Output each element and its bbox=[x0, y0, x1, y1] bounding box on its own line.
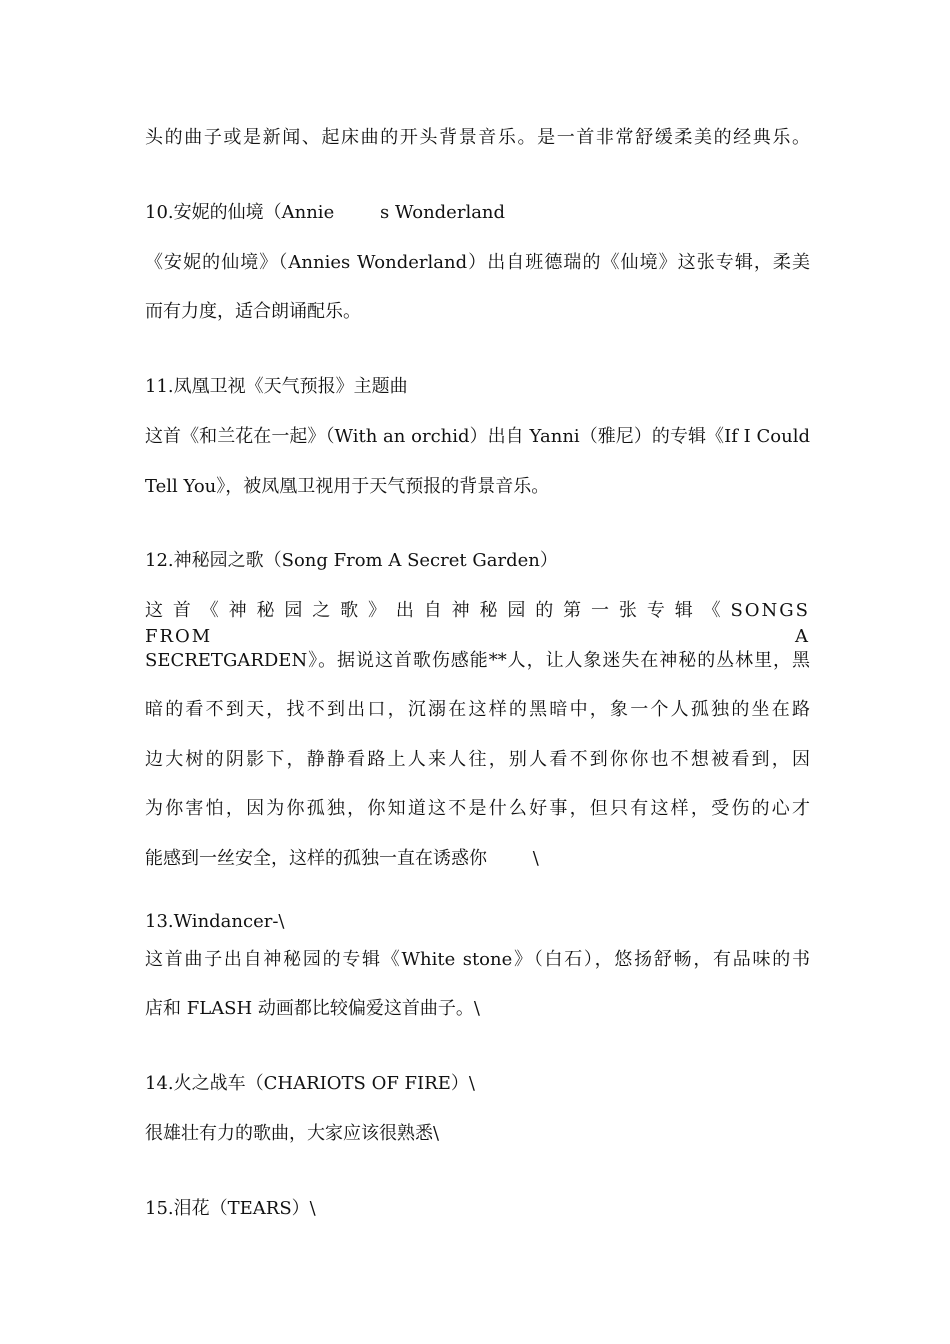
section-heading-14: 14.火之战车（CHARIOTS OF FIRE）\ bbox=[145, 1073, 475, 1094]
body-line: 为你害怕，因为你孤独，你知道这不是什么好事，但只有这样，受伤的心才 bbox=[145, 798, 810, 819]
section-heading-12: 12.神秘园之歌（Song From A Secret Garden） bbox=[145, 550, 558, 571]
body-line: Tell You》，被凤凰卫视用于天气预报的背景音乐。 bbox=[145, 476, 550, 497]
body-line: 《安妮的仙境》（Annies Wonderland）出自班德瑞的《仙境》这张专辑，柔美 bbox=[145, 252, 810, 273]
body-line: 这 首 《 神 秘 园 之 歌 》 出 自 神 秘 园 的 第 一 张 专 辑 《 SONGS FROM A bbox=[145, 600, 810, 647]
body-line: 头的曲子或是新闻、起床曲的开头背景音乐。是一首非常舒缓柔美的经典乐。 bbox=[145, 127, 810, 148]
section-heading-10: 10.安妮的仙境（Annie s Wonderland bbox=[145, 202, 506, 223]
body-line: 而有力度，适合朗诵配乐。 bbox=[145, 301, 361, 322]
body-line: 这首《和兰花在一起》（With an orchid）出自 Yanni（雅尼）的专辑《If I Could bbox=[145, 426, 810, 447]
section-heading-15: 15.泪花（TEARS）\ bbox=[145, 1198, 316, 1219]
body-line: 这首曲子出自神秘园的专辑《White stone》（白石），悠扬舒畅，有品味的书 bbox=[145, 949, 810, 970]
body-line: SECRETGARDEN》。据说这首歌伤感能**人，让人象迷失在神秘的丛林里，黑 bbox=[145, 650, 810, 671]
body-line: 暗的看不到天，找不到出口，沉溺在这样的黑暗中，象一个人孤独的坐在路 bbox=[145, 699, 810, 720]
section-heading-11: 11.凤凰卫视《天气预报》主题曲 bbox=[145, 376, 408, 397]
body-line: 边大树的阴影下，静静看路上人来人往，别人看不到你你也不想被看到，因 bbox=[145, 749, 810, 770]
body-line: 能感到一丝安全，这样的孤独一直在诱惑你 \ bbox=[145, 848, 539, 869]
body-line: 很雄壮有力的歌曲，大家应该很熟悉\ bbox=[145, 1123, 440, 1144]
section-heading-13: 13.Windancer-\ bbox=[145, 911, 285, 932]
body-line: 店和 FLASH 动画都比较偏爱这首曲子。\ bbox=[145, 998, 480, 1019]
